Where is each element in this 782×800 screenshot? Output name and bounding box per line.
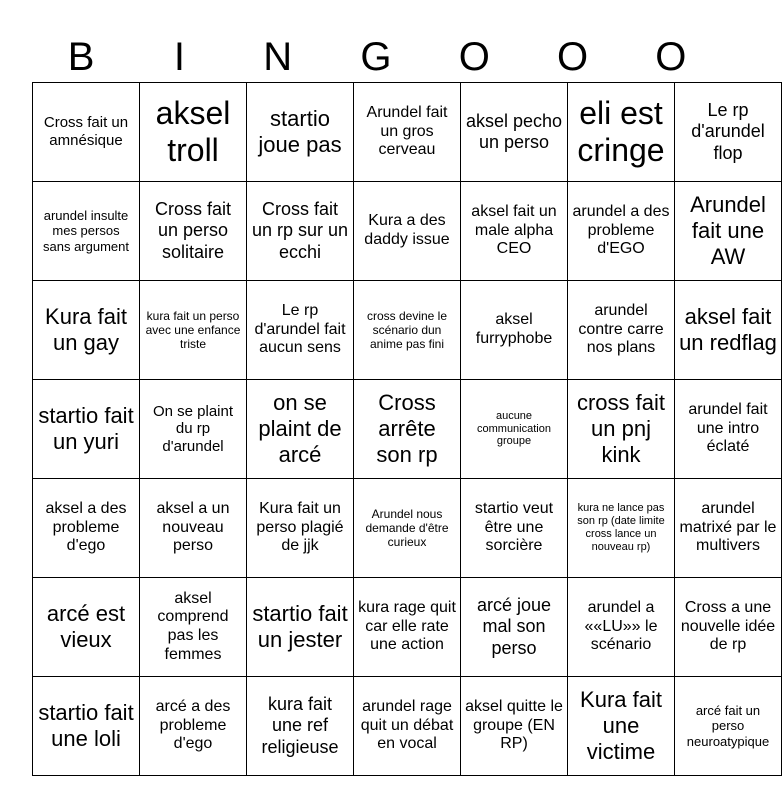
bingo-cell[interactable]: arcé joue mal son perso	[461, 578, 568, 677]
bingo-cell[interactable]: Kura fait un perso plagié de jjk	[247, 479, 354, 578]
bingo-cell[interactable]: startio fait un jester	[247, 578, 354, 677]
bingo-cell[interactable]: arundel fait une intro éclaté	[675, 380, 782, 479]
bingo-row	[33, 281, 782, 380]
bingo-header	[32, 32, 720, 82]
bingo-cell[interactable]: aksel a un nouveau perso	[140, 479, 247, 578]
bingo-cell[interactable]: Le rp d'arundel fait aucun sens	[247, 281, 354, 380]
bingo-cell[interactable]: Cross a une nouvelle idée de rp	[675, 578, 782, 677]
bingo-cell[interactable]: arundel insulte mes persos sans argument	[33, 182, 140, 281]
bingo-cell[interactable]: arundel a ««LU»» le scénario	[568, 578, 675, 677]
bingo-row	[33, 677, 782, 776]
header-letter-1: B	[67, 35, 95, 79]
bingo-cell[interactable]: Cross fait un rp sur un ecchi	[247, 182, 354, 281]
bingo-cell[interactable]: Arundel nous demande d'être curieux	[354, 479, 461, 578]
bingo-cell[interactable]: aksel comprend pas les femmes	[140, 578, 247, 677]
bingo-cell[interactable]: eli est cringe	[568, 83, 675, 182]
bingo-cell[interactable]: arcé est vieux	[33, 578, 140, 677]
bingo-cell[interactable]: aksel pecho un perso	[461, 83, 568, 182]
bingo-row	[33, 479, 782, 578]
bingo-cell[interactable]: startio fait une loli	[33, 677, 140, 776]
bingo-cell[interactable]: startio joue pas	[247, 83, 354, 182]
bingo-cell[interactable]: Kura fait un gay	[33, 281, 140, 380]
bingo-row	[33, 578, 782, 677]
bingo-cell[interactable]: Le rp d'arundel flop	[675, 83, 782, 182]
bingo-cell[interactable]: startio veut être une sorcière	[461, 479, 568, 578]
bingo-cell[interactable]: Arundel fait une AW	[675, 182, 782, 281]
bingo-cell[interactable]: kura rage quit car elle rate une action	[354, 578, 461, 677]
bingo-cell[interactable]: Kura a des daddy issue	[354, 182, 461, 281]
bingo-cell[interactable]: Cross arrête son rp	[354, 380, 461, 479]
bingo-cell[interactable]: Arundel fait un gros cerveau	[354, 83, 461, 182]
bingo-cell[interactable]: aksel fait un male alpha CEO	[461, 182, 568, 281]
header-letter-7: O	[655, 35, 687, 79]
bingo-cell[interactable]: kura fait une ref religieuse	[247, 677, 354, 776]
bingo-row	[33, 83, 782, 182]
bingo-cell[interactable]: aksel quitte le groupe (EN RP)	[461, 677, 568, 776]
bingo-cell[interactable]: Cross fait un perso solitaire	[140, 182, 247, 281]
bingo-cell[interactable]: aucune communication groupe	[461, 380, 568, 479]
bingo-cell[interactable]: aksel a des probleme d'ego	[33, 479, 140, 578]
header-letter-6: O	[557, 35, 589, 79]
bingo-cell[interactable]: arcé fait un perso neuroatypique	[675, 677, 782, 776]
bingo-cell[interactable]: arundel contre carre nos plans	[568, 281, 675, 380]
bingo-cell[interactable]: arundel a des probleme d'EGO	[568, 182, 675, 281]
header-letter-2: I	[173, 35, 185, 79]
bingo-cell[interactable]: Cross fait un amnésique	[33, 83, 140, 182]
bingo-cell[interactable]: cross fait un pnj kink	[568, 380, 675, 479]
bingo-cell[interactable]: kura fait un perso avec une enfance triste	[140, 281, 247, 380]
bingo-grid	[32, 82, 782, 776]
header-letter-5: O	[458, 35, 490, 79]
bingo-cell[interactable]: arcé a des probleme d'ego	[140, 677, 247, 776]
bingo-cell[interactable]: kura ne lance pas son rp (date limite cross lance un nouveau rp)	[568, 479, 675, 578]
bingo-cell[interactable]: startio fait un yuri	[33, 380, 140, 479]
bingo-cell[interactable]: arundel matrixé par le multivers	[675, 479, 782, 578]
bingo-row	[33, 380, 782, 479]
header-letter-4: G	[360, 35, 392, 79]
bingo-cell[interactable]: aksel troll	[140, 83, 247, 182]
bingo-cell[interactable]: aksel furryphobe	[461, 281, 568, 380]
bingo-row	[33, 182, 782, 281]
bingo-cell[interactable]: On se plaint du rp d'arundel	[140, 380, 247, 479]
bingo-cell[interactable]: cross devine le scénario dun anime pas fini	[354, 281, 461, 380]
bingo-cell[interactable]: Kura fait une victime	[568, 677, 675, 776]
header-letter-3: N	[263, 35, 293, 79]
bingo-cell[interactable]: aksel fait un redflag	[675, 281, 782, 380]
bingo-cell[interactable]: arundel rage quit un débat en vocal	[354, 677, 461, 776]
bingo-cell[interactable]: on se plaint de arcé	[247, 380, 354, 479]
